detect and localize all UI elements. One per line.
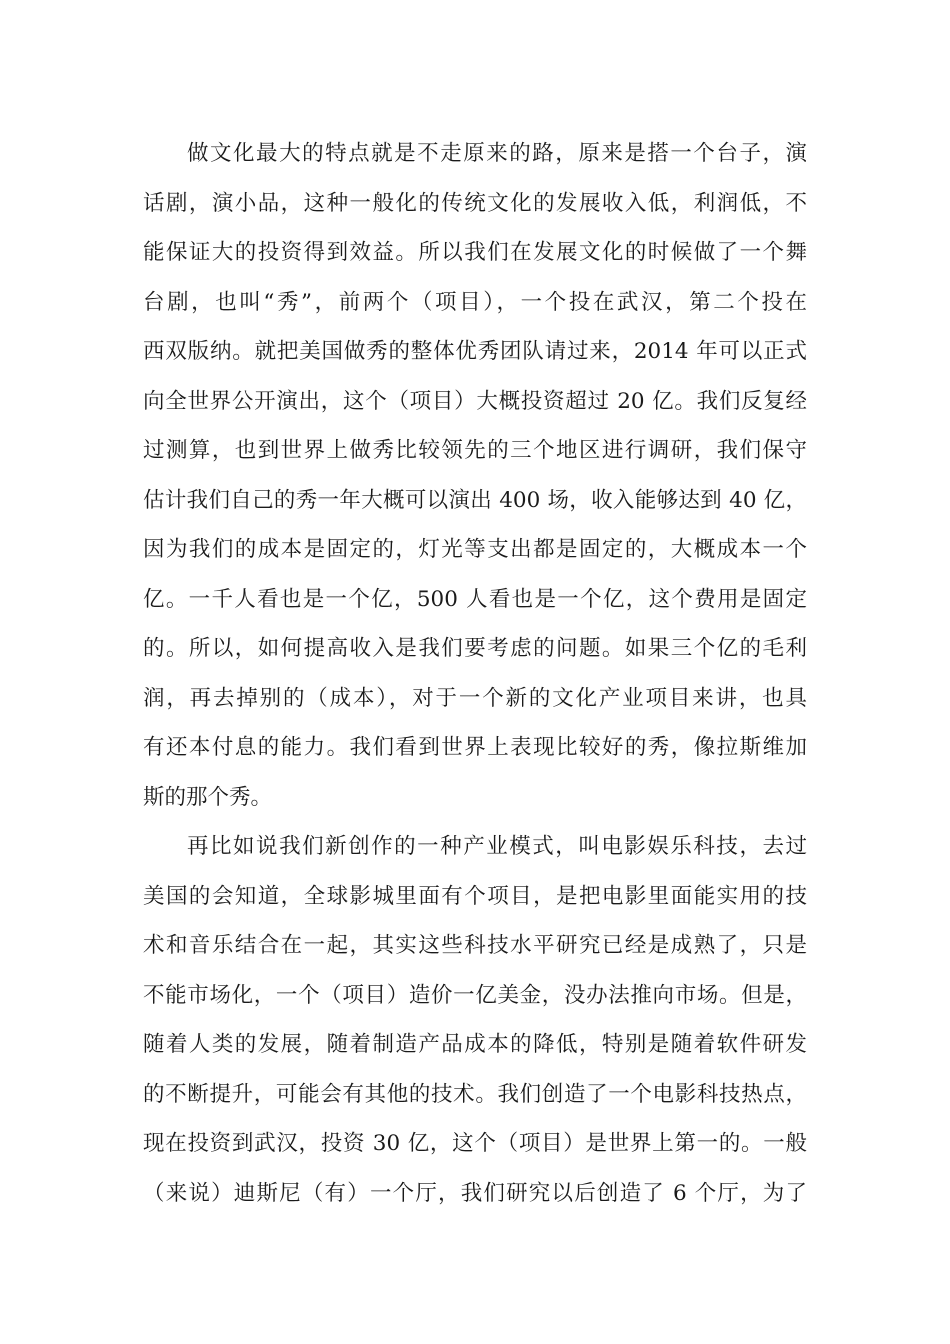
paragraph-line: 再比如说我们新创作的一种产业模式，叫电影娱乐科技，去过	[187, 834, 807, 859]
paragraph-line: 斯的那个秀。	[143, 784, 273, 810]
paragraph-line: 台剧，也叫“秀”，前两个（项目），一个投在武汉，第二个投在	[143, 289, 807, 315]
paragraph-line: 估计我们自己的秀一年大概可以演出 400 场，收入能够达到 40 亿，	[143, 487, 807, 513]
paragraph-line: 术和音乐结合在一起，其实这些科技水平研究已经是成熟了，只是	[143, 933, 807, 958]
paragraph-line: 能保证大的投资得到效益。所以我们在发展文化的时候做了一个舞	[143, 240, 807, 265]
paragraph-line: 润，再去掉别的（成本），对于一个新的文化产业项目来讲，也具	[143, 685, 807, 711]
paragraph-line: 随着人类的发展，随着制造产品成本的降低，特别是随着软件研发	[143, 1032, 807, 1057]
document-body	[143, 129, 807, 1218]
paragraph-line: 做文化最大的特点就是不走原来的路，原来是搭一个台子，演	[187, 141, 807, 166]
paragraph-1	[143, 129, 807, 822]
paragraph-line: 因为我们的成本是固定的，灯光等支出都是固定的，大概成本一个	[143, 537, 807, 562]
paragraph-line: 话剧，演小品，这种一般化的传统文化的发展收入低，利润低，不	[143, 190, 807, 216]
paragraph-line: 过测算，也到世界上做秀比较领先的三个地区进行调研，我们保守	[143, 438, 807, 463]
paragraph-line: 不能市场化，一个（项目）造价一亿美金，没办法推向市场。但是，	[143, 982, 807, 1008]
paragraph-line: 向全世界公开演出，这个（项目）大概投资超过 20 亿。我们反复经	[143, 388, 807, 414]
paragraph-line: 的不断提升，可能会有其他的技术。我们创造了一个电影科技热点，	[143, 1081, 807, 1107]
paragraph-line: 有还本付息的能力。我们看到世界上表现比较好的秀，像拉斯维加	[143, 735, 807, 760]
paragraph-line: 美国的会知道，全球影城里面有个项目，是把电影里面能实用的技	[143, 883, 807, 909]
paragraph-line: （来说）迪斯尼（有）一个厅，我们研究以后创造了 6 个厅，为了	[143, 1180, 807, 1206]
paragraph-2	[143, 822, 807, 1218]
paragraph-line: 亿。一千人看也是一个亿，500 人看也是一个亿，这个费用是固定	[143, 586, 807, 612]
paragraph-line: 西双版纳。就把美国做秀的整体优秀团队请过来，2014 年可以正式	[143, 339, 807, 364]
paragraph-line: 现在投资到武汉，投资 30 亿，这个（项目）是世界上第一的。一般	[143, 1131, 807, 1156]
paragraph-line: 的。所以，如何提高收入是我们要考虑的问题。如果三个亿的毛利	[143, 636, 807, 661]
